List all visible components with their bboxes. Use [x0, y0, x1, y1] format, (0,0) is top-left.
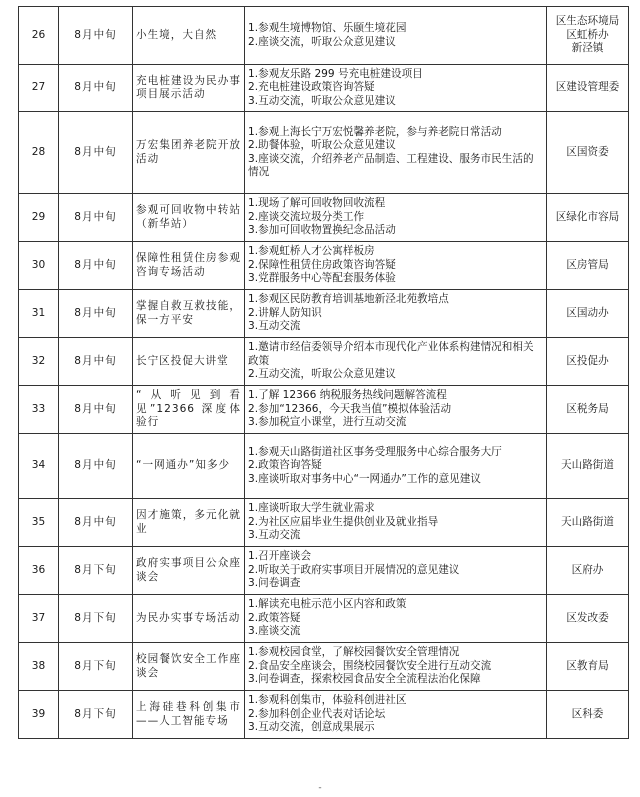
row-organizer: 区科委: [547, 691, 629, 739]
row-topic: 参观可回收物中转站（新华站）: [133, 194, 245, 242]
table-row: [19, 595, 629, 643]
content-item: 3.参加税宣小课堂，进行互动交流: [248, 416, 407, 429]
content-item: 1.参观校园食堂，了解校园餐饮安全管理情况: [248, 646, 460, 659]
content-item: 2.充电桩建设政策咨询答疑: [248, 81, 375, 94]
content-item: 1.参观上海长宁万宏悦馨养老院，参与养老院日常活动: [248, 125, 502, 138]
row-organizer: 区建设管理委: [547, 65, 629, 112]
row-number: 34: [19, 434, 59, 499]
row-content: [245, 691, 547, 739]
content-item: 2.参加“12366，今天我当值”模拟体验活动: [248, 402, 452, 415]
table-row: [19, 643, 629, 691]
row-number: 29: [19, 194, 59, 242]
row-date: 8月下旬: [59, 691, 133, 739]
table-row: [19, 65, 629, 112]
row-date: 8月中旬: [59, 338, 133, 386]
content-item: 1.参观虹桥人才公寓样板房: [248, 245, 375, 258]
row-content: [245, 7, 547, 65]
row-organizer: 区教育局: [547, 643, 629, 691]
row-content: [245, 65, 547, 112]
row-content: [245, 595, 547, 643]
row-topic: 校园餐饮安全工作座谈会: [133, 643, 245, 691]
table-row: [19, 7, 629, 65]
content-item: 1.座谈听取大学生就业需求: [248, 502, 375, 515]
row-organizer: 区税务局: [547, 386, 629, 434]
content-item: 2.互动交流，听取公众意见建议: [248, 368, 396, 381]
content-item: 1.了解 12366 纳税服务热线问题解答流程: [248, 389, 447, 402]
content-item: 3.党群服务中心等配套服务体验: [248, 272, 396, 285]
row-topic: 上海硅巷科创集市——人工智能专场: [133, 691, 245, 739]
row-organizer: 区发改委: [547, 595, 629, 643]
row-topic: 万宏集团养老院开放活动: [133, 112, 245, 194]
content-item: 1.参观生境博物馆、乐颐生境花园: [248, 22, 407, 34]
content-item: 2.听取关于政府实事项目开展情况的意见建议: [248, 563, 460, 576]
content-item: 3.参加可回收物置换纪念品活动: [248, 224, 396, 237]
activity-schedule-table: [18, 6, 629, 739]
row-number: 38: [19, 643, 59, 691]
row-date: 8月中旬: [59, 7, 133, 65]
page-footer-mark: -: [318, 783, 322, 793]
row-number: 28: [19, 112, 59, 194]
content-item: 1.参观友乐路 299 号充电桩建设项目: [248, 67, 423, 80]
content-item: 2.座谈交流垃圾分类工作: [248, 210, 365, 223]
row-number: 26: [19, 7, 59, 65]
content-item: 1.参观区民防教育培训基地新泾北苑教培点: [248, 293, 449, 306]
content-item: 2.政策答疑: [248, 611, 301, 624]
row-organizer: 区府办: [547, 547, 629, 595]
content-item: 3.座谈交流: [248, 625, 301, 638]
row-date: 8月中旬: [59, 386, 133, 434]
content-item: 2.政策咨询答疑: [248, 459, 322, 472]
table-row: [19, 499, 629, 547]
row-organizer: 区国资委: [547, 112, 629, 194]
row-organizer: 区国动办: [547, 290, 629, 338]
content-item: 1.邀请市经信委领导介绍本市现代化产业体系构建情况和相关政策: [248, 341, 534, 367]
table-row: [19, 691, 629, 739]
table-row: [19, 386, 629, 434]
row-content: [245, 194, 547, 242]
content-item: 3.互动交流，创意成果展示: [248, 721, 375, 734]
table-row: [19, 547, 629, 595]
row-content: [245, 547, 547, 595]
row-content: [245, 643, 547, 691]
row-date: 8月中旬: [59, 194, 133, 242]
row-number: 37: [19, 595, 59, 643]
row-topic: 为民办实事专场活动: [133, 595, 245, 643]
row-organizer: 区投促办: [547, 338, 629, 386]
content-item: 1.现场了解可回收物回收流程: [248, 197, 386, 210]
row-number: 31: [19, 290, 59, 338]
row-topic: 小生境，大自然: [133, 7, 245, 65]
row-content: [245, 290, 547, 338]
row-number: 27: [19, 65, 59, 112]
schedule-table-wrap: [18, 6, 628, 739]
row-topic: “从听见到看见”12366 深度体验行: [133, 386, 245, 434]
table-row: [19, 194, 629, 242]
table-row: [19, 434, 629, 499]
content-item: 3.互动交流，听取公众意见建议: [248, 94, 396, 107]
content-item: 1.参观科创集市，体验科创进社区: [248, 694, 407, 707]
row-content: [245, 386, 547, 434]
row-organizer: 区生态环境局 区虹桥办 新泾镇: [547, 7, 629, 65]
row-content: [245, 434, 547, 499]
row-organizer: 天山路街道: [547, 499, 629, 547]
content-item: 1.参观天山路街道社区事务受理服务中心综合服务大厅: [248, 445, 502, 458]
content-item: 2.保障性租赁住房政策咨询答疑: [248, 258, 396, 271]
content-item: 3.互动交流: [248, 320, 301, 333]
row-organizer: 区绿化市容局: [547, 194, 629, 242]
table-row: [19, 112, 629, 194]
table-row: [19, 290, 629, 338]
content-item: 3.问卷调查，探索校园食品安全全流程法治化保障: [248, 673, 481, 686]
row-date: 8月中旬: [59, 65, 133, 112]
content-item: 3.问卷调查: [248, 577, 301, 590]
content-item: 1.解读充电桩示范小区内容和政策: [248, 598, 407, 611]
row-date: 8月中旬: [59, 242, 133, 290]
row-date: 8月下旬: [59, 547, 133, 595]
row-date: 8月中旬: [59, 499, 133, 547]
row-date: 8月中旬: [59, 434, 133, 499]
content-item: 2.食品安全座谈会，围绕校园餐饮安全进行互动交流: [248, 659, 492, 672]
table-row: [19, 242, 629, 290]
row-number: 30: [19, 242, 59, 290]
row-number: 36: [19, 547, 59, 595]
row-topic: 充电桩建设为民办事项目展示活动: [133, 65, 245, 112]
content-item: 3.互动交流: [248, 529, 301, 542]
row-topic: 保障性租赁住房参观咨询专场活动: [133, 242, 245, 290]
table-body: [19, 7, 629, 739]
row-number: 35: [19, 499, 59, 547]
row-date: 8月下旬: [59, 595, 133, 643]
content-item: 3.座谈交流，介绍养老产品制造、工程建设、服务市民生活的情况: [248, 152, 534, 178]
row-date: 8月中旬: [59, 290, 133, 338]
row-content: [245, 499, 547, 547]
content-item: 2.讲解人防知识: [248, 306, 322, 319]
row-organizer: 天山路街道: [547, 434, 629, 499]
row-content: [245, 338, 547, 386]
row-number: 33: [19, 386, 59, 434]
row-date: 8月下旬: [59, 643, 133, 691]
table-row: [19, 338, 629, 386]
row-content: [245, 112, 547, 194]
row-topic: 掌握自救互救技能，保一方平安: [133, 290, 245, 338]
row-content: [245, 242, 547, 290]
row-date: 8月中旬: [59, 112, 133, 194]
row-topic: 政府实事项目公众座谈会: [133, 547, 245, 595]
content-item: 2.为社区应届毕业生提供创业及就业指导: [248, 515, 439, 528]
row-topic: 长宁区投促大讲堂: [133, 338, 245, 386]
content-item: 3.座谈听取对事务中心“一网通办”工作的意见建议: [248, 472, 481, 485]
content-item: 2.参加科创企业代表对话论坛: [248, 707, 386, 720]
row-number: 39: [19, 691, 59, 739]
content-item: 2.座谈交流，听取公众意见建议: [248, 35, 396, 48]
content-item: 1.召开座谈会: [248, 550, 312, 563]
row-topic: “一网通办”知多少: [133, 434, 245, 499]
row-topic: 因才施策，多元化就业: [133, 499, 245, 547]
row-number: 32: [19, 338, 59, 386]
row-organizer: 区房管局: [547, 242, 629, 290]
content-item: 2.助餐体验，听取公众意见建议: [248, 139, 396, 151]
